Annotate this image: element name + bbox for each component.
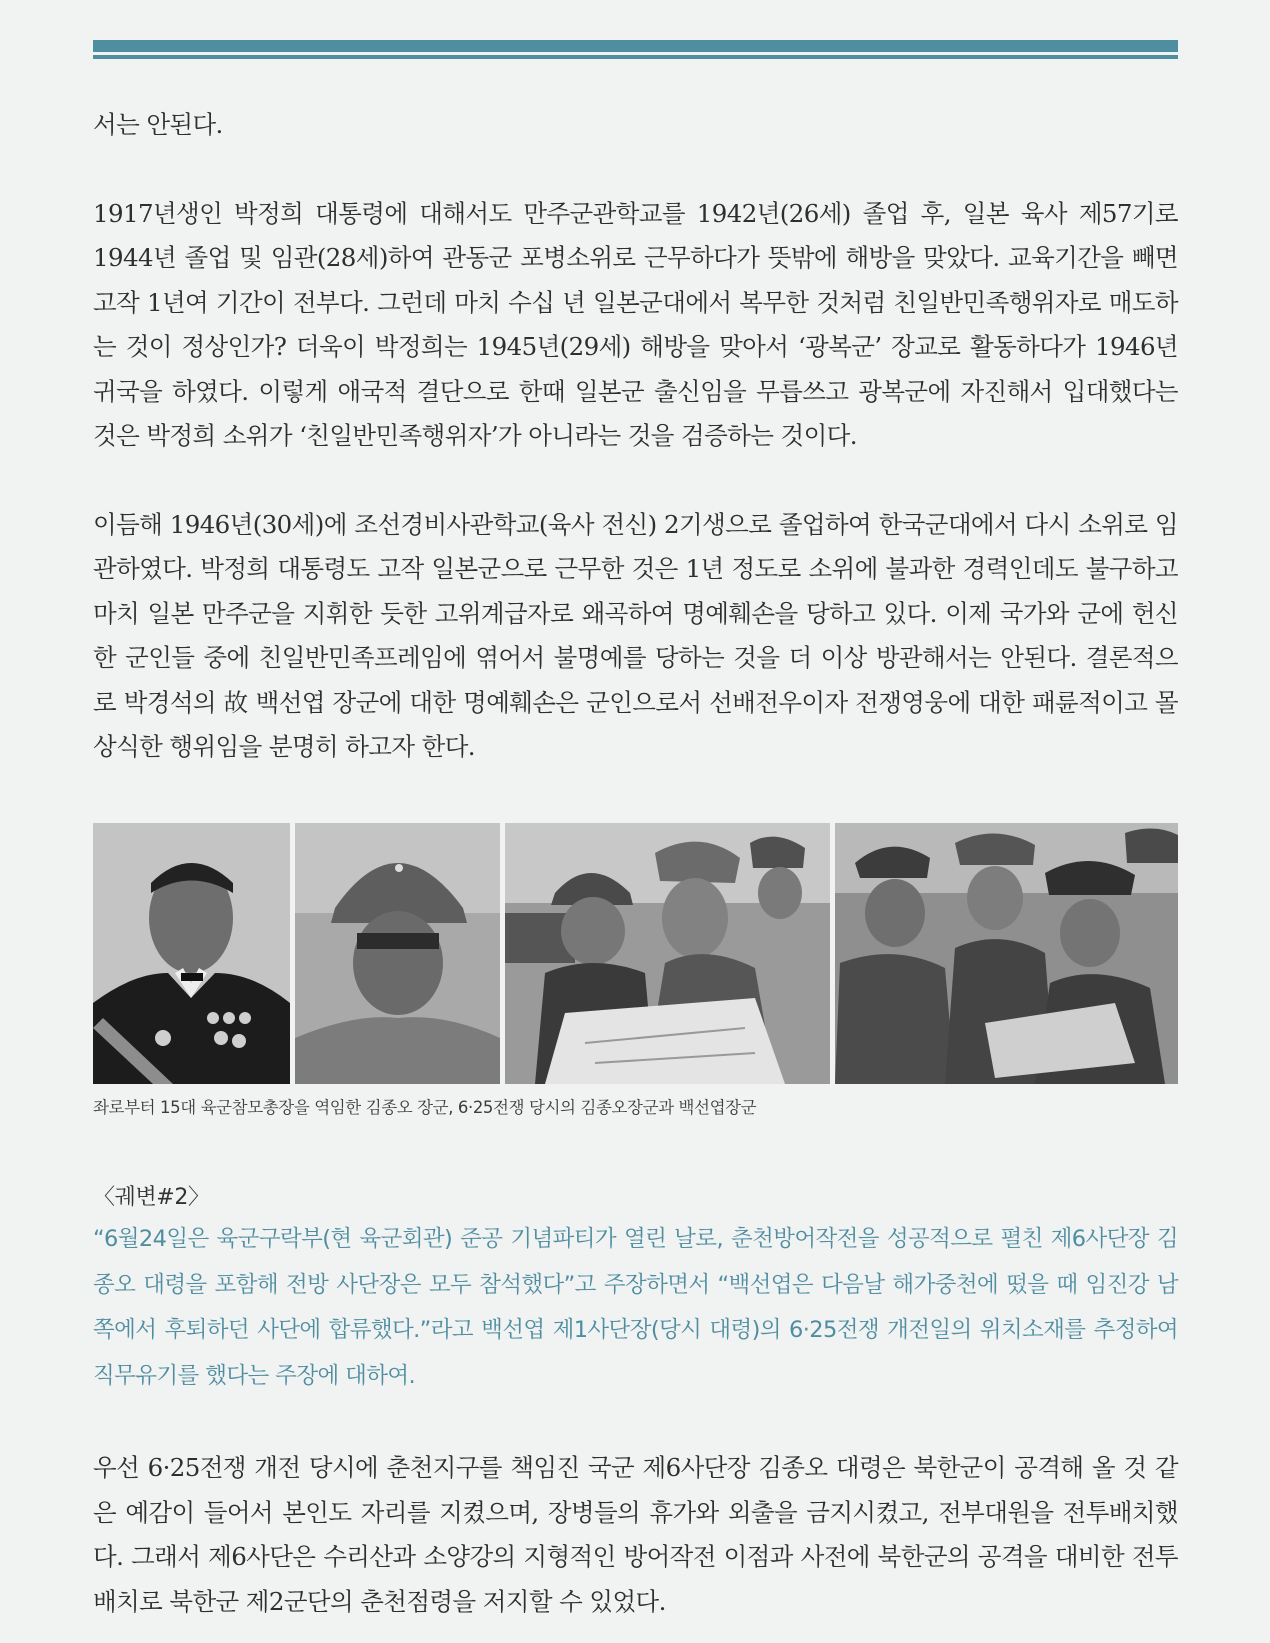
photo-officers-map xyxy=(505,823,830,1084)
header-rule-thin xyxy=(93,55,1178,59)
rebuttal-title: 〈궤변#2〉 xyxy=(93,1185,210,1210)
article-body xyxy=(93,103,1178,770)
rebuttal-quote: “6월24일은 육군구락부(현 육군회관) 준공 기념파티가 열린 날로, 춘천방어작전을 성공적으로 펼친 제6사단장 김종오 대령을 포함해 전방 사단장은 모두 참석했다”고 주장하면서 “백선엽은 다음날 해가중천에 떴을 때 임진강 남쪽에서 후퇴하던 사단에 합류했다.”라고 백선엽 제1사단장(당시 대령)의 6·25전쟁 개전일의 위치소재를 추정하여 직무유기를 했다는 주장에 대하여. xyxy=(93,1226,1178,1389)
paragraph-conclusion: 이듬해 1946년(30세)에 조선경비사관학교(육사 전신) 2기생으로 졸업하여 한국군대에서 다시 소위로 임관하였다. 박정희 대통령도 고작 일본군으로 근무한 것은 1년 정도로 소위에 불과한 경력인데도 불구하고 마치 일본 만주군을 지휘한 듯한 고위계급자로 왜곡하여 명예훼손을 당하고 있다. 이제 국가와 군에 헌신한 군인들 중에 친일반민족프레임에 엮어서 불명예를 당하는 것을 더 이상 방관해서는 안된다. 결론적으로 박경석의 故 백선엽 장군에 대한 명예훼손은 군인으로서 선배전우이자 전쟁영웅에 대한 패륜적이고 몰상식한 행위임을 분명히 하고자 한다. xyxy=(93,509,1178,761)
photo-strip xyxy=(93,823,1178,1084)
paragraph-park-chung-hee: 1917년생인 박정희 대통령에 대해서도 만주군관학교를 1942년(26세) 졸업 후, 일본 육사 제57기로 1944년 졸업 및 임관(28세)하여 관동군 포병소위로 근무하다가 뜻밖에 해방을 맞았다. 교육기간을 빼면 고작 1년여 기간이 전부다. 그런데 마치 수십 년 일본군대에서 복무한 것처럼 친일반민족행위자로 매도하는 것이 정상인가? 더욱이 박정희는 1945년(29세) 해방을 맞아서 ‘광복군’ 장교로 활동하다가 1946년 귀국을 하였다. 이렇게 애국적 결단으로 한때 일본군 출신임을 무릅쓰고 광복군에 자진해서 입대했다는 것은 박정희 소위가 ‘친일반민족행위자’가 아니라는 것을 검증하는 것이다. xyxy=(93,198,1178,450)
photo-general-helmet xyxy=(295,823,500,1084)
photo-caption: 좌로부터 15대 육군참모총장을 역임한 김종오 장군, 6·25전쟁 당시의 김종오장군과 백선엽장군 xyxy=(93,1098,757,1117)
header-rule-thick xyxy=(93,40,1178,52)
photo-general-portrait xyxy=(93,823,290,1084)
paragraph-continuation: 서는 안된다. xyxy=(93,110,223,139)
rebuttal-section xyxy=(93,1180,1178,1399)
paragraph-6th-division: 우선 6·25전쟁 개전 당시에 춘천지구를 책임진 국군 제6사단장 김종오 대령은 북한군이 공격해 올 것 같은 예감이 들어서 본인도 자리를 지켰으며, 장병들의 휴가와 외출을 금지시켰고, 전부대원을 전투배치했다. 그래서 제6사단은 수리산과 소양강의 지형적인 방어작전 이점과 사전에 북한군의 공격을 대비한 전투배치로 북한군 제2군단의 춘천점령을 저지할 수 있었다. xyxy=(93,1453,1178,1616)
photo-officers-group xyxy=(835,823,1178,1084)
final-section xyxy=(93,1446,1178,1624)
